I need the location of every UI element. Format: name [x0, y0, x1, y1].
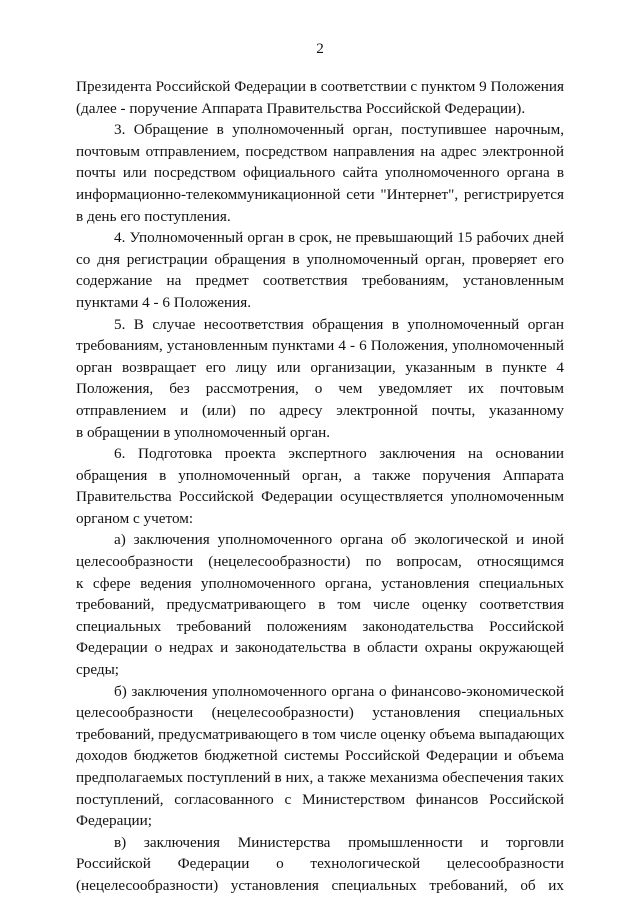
text-line: б) заключения уполномоченного органа о финансово-экономической	[114, 682, 564, 700]
text-line: целесообразности (нецелесообразности) установления специальных	[76, 704, 564, 722]
text-line: отправлением и (или) по адресу электронной почты, указанному	[76, 401, 564, 419]
text-line: со дня регистрации обращения в уполномоченный орган, проверяет его	[76, 250, 564, 268]
text-line: среды;	[76, 661, 120, 679]
paragraph-6a	[76, 529, 564, 680]
paragraph-6v	[76, 832, 564, 897]
text-line: требований, предусматривающего в том числе оценку соответствия	[76, 596, 564, 614]
text-line: Российской Федерации о технологической целесообразности	[76, 855, 564, 873]
document-body	[76, 76, 564, 897]
text-line: в день его поступления.	[76, 207, 231, 225]
text-line: доходов бюджетов бюджетной системы Российской Федерации и объема	[76, 747, 564, 765]
text-line: Федерации;	[76, 812, 152, 830]
text-line: предполагаемых поступлений в них, а также механизма обеспечения таких	[76, 769, 564, 786]
text-line: к сфере ведения уполномоченного органа, установления специальных	[76, 574, 564, 592]
text-line: пунктами 4 - 6 Положения.	[76, 293, 251, 311]
text-line: поступлений, согласованного с Министерством финансов Российской	[76, 790, 564, 808]
text-line: в обращении в уполномоченный орган.	[76, 423, 330, 441]
paragraph-5	[76, 314, 564, 444]
text-line: в) заключения Министерства промышленности и торговли	[114, 833, 564, 851]
text-line: Положения, без рассмотрения, о чем уведомляет их почтовым	[76, 380, 564, 398]
paragraph-intro	[76, 76, 564, 119]
paragraph-4	[76, 227, 564, 313]
text-line: целесообразности (нецелесообразности) по вопросам, относящимся	[76, 553, 564, 571]
text-line: Правительства Российской Федерации осуществляется уполномоченным	[76, 488, 564, 506]
text-line: 4. Уполномоченный орган в срок, не превышающий 15 рабочих дней	[114, 229, 564, 247]
text-line: 5. В случае несоответствия обращения в уполномоченный орган	[114, 315, 564, 333]
text-line: а) заключения уполномоченного органа об экологической и иной	[114, 531, 564, 549]
text-line: требованиям, установленным пунктами 4 - 6 Положения, уполномоченный	[76, 337, 564, 355]
text-line: 6. Подготовка проекта экспертного заключения на основании	[114, 445, 564, 463]
paragraph-3	[76, 119, 564, 227]
text-line: (далее - поручение Аппарата Правительства Российской Федерации).	[76, 99, 526, 117]
text-line: требований, предусматривающего в том числе оценку объема выпадающих	[76, 725, 565, 743]
text-line: почты или посредством официального сайта уполномоченного органа в	[76, 164, 564, 182]
text-line: почтовым отправлением, посредством направления на адрес электронной	[76, 142, 564, 160]
text-line: (нецелесообразности) установления специальных требований, об их	[76, 876, 564, 894]
text-line: информационно-телекоммуникационной сети "Интернет", регистрируется	[76, 185, 564, 203]
text-line: обращения в уполномоченный орган, а также поручения Аппарата	[76, 466, 564, 484]
paragraph-6	[76, 443, 564, 529]
text-line: органом с учетом:	[76, 509, 194, 527]
text-line: содержание на предмет соответствия требованиям, установленным	[76, 272, 564, 290]
text-line: Президента Российской Федерации в соответствии с пунктом 9 Положения	[76, 78, 564, 95]
text-line: орган возвращает его лицу или организации, указанным в пункте 4	[76, 358, 564, 376]
page-number: 2	[316, 40, 324, 57]
text-line: Федерации о недрах и законодательства в области охраны окружающей	[76, 639, 564, 657]
text-line: 3. Обращение в уполномоченный орган, поступившее нарочным,	[114, 121, 564, 139]
text-line: специальных требований положениям законодательства Российской	[76, 617, 564, 635]
paragraph-6b	[76, 681, 564, 832]
